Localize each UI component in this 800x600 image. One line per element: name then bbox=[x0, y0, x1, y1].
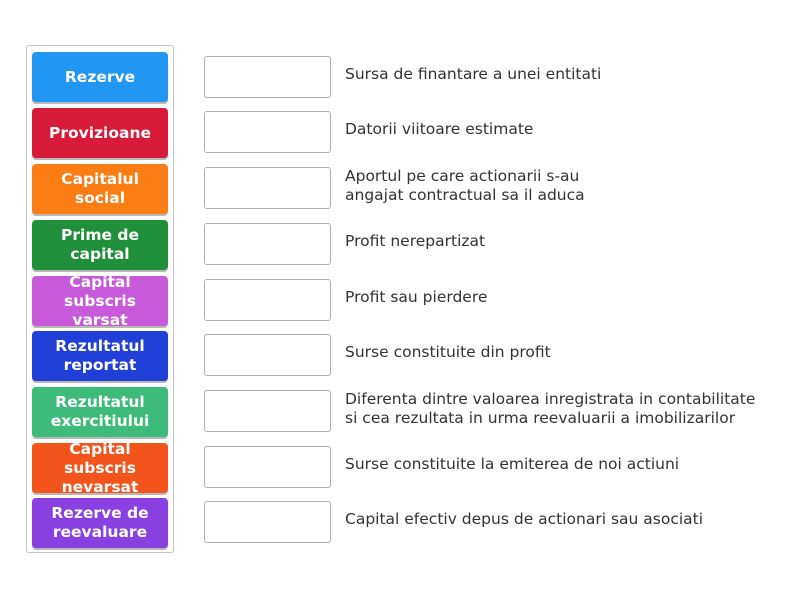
tile-provizioane[interactable]: Provizioane bbox=[32, 108, 168, 158]
description-9: Capital efectiv depus de actionari sau asociati bbox=[345, 509, 704, 528]
tile-rezerve-de-reevaluare[interactable]: Rezerve de reevaluare bbox=[32, 498, 168, 548]
tile-rezultatul-reportat[interactable]: Rezultatul reportat bbox=[32, 331, 168, 381]
drop-box-4[interactable] bbox=[204, 223, 331, 265]
description-2: Datorii viitoare estimate bbox=[345, 119, 534, 138]
drop-box-9[interactable] bbox=[204, 501, 331, 543]
description-3: Aportul pe care actionarii s-au angajat contractual sa il aduca bbox=[345, 167, 585, 204]
drop-box-3[interactable] bbox=[204, 167, 331, 209]
description-5: Profit sau pierdere bbox=[345, 287, 488, 306]
tile-capitalul-social[interactable]: Capitalul social bbox=[32, 164, 168, 214]
tile-prime-de-capital[interactable]: Prime de capital bbox=[32, 220, 168, 270]
tile-rezerve[interactable]: Rezerve bbox=[32, 52, 168, 102]
tile-rezultatul-exercitiului[interactable]: Rezultatul exercitiului bbox=[32, 387, 168, 437]
description-4: Profit nerepartizat bbox=[345, 231, 486, 250]
drop-box-8[interactable] bbox=[204, 446, 331, 488]
drop-box-2[interactable] bbox=[204, 111, 331, 153]
description-1: Sursa de finantare a unei entitati bbox=[345, 64, 602, 83]
drop-box-1[interactable] bbox=[204, 56, 331, 98]
description-6: Surse constituite din profit bbox=[345, 342, 551, 361]
tile-capital-subscris-varsat[interactable]: Capital subscris varsat bbox=[32, 276, 168, 326]
description-7: Diferenta dintre valoarea inregistrata in contabilitate si cea rezultata in urma reevaluarii a imobilizarilor bbox=[345, 390, 756, 427]
tile-capital-subscris-nevarsat[interactable]: Capital subscris nevarsat bbox=[32, 443, 168, 493]
drop-box-6[interactable] bbox=[204, 334, 331, 376]
drop-box-5[interactable] bbox=[204, 279, 331, 321]
drop-box-7[interactable] bbox=[204, 390, 331, 432]
description-8: Surse constituite la emiterea de noi actiuni bbox=[345, 454, 680, 473]
